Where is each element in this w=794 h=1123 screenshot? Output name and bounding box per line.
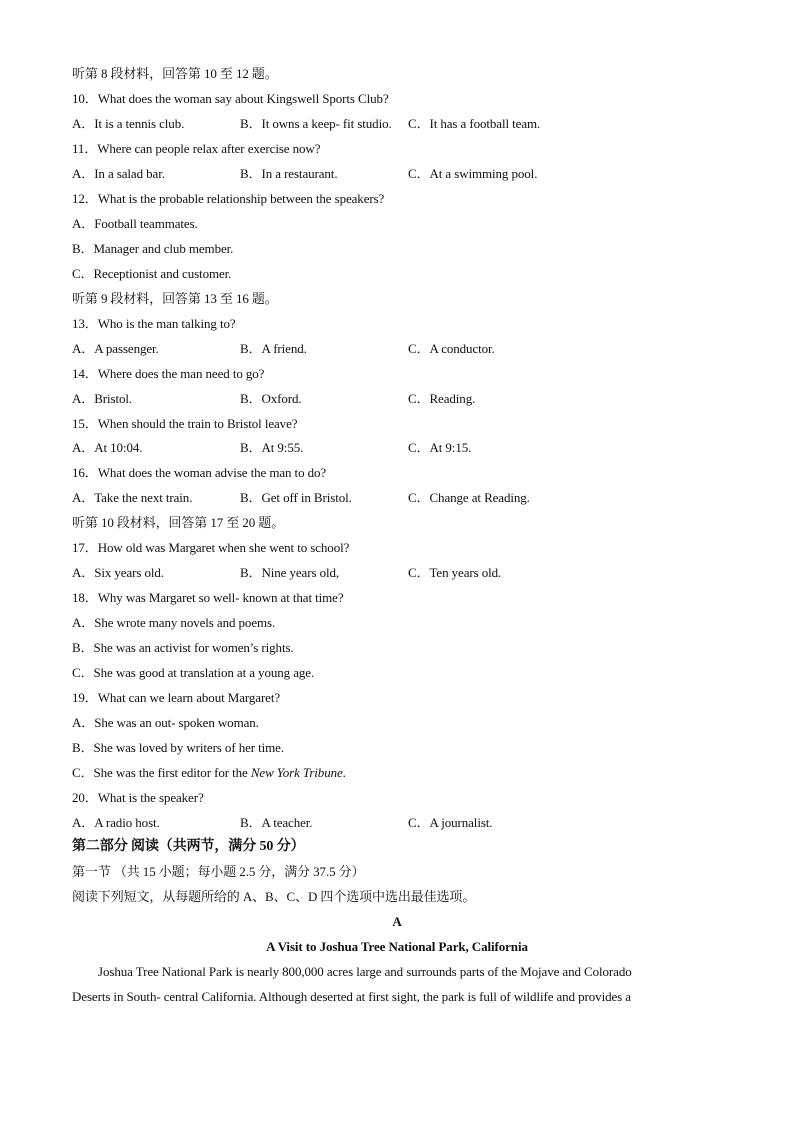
part-2-heading: 第二部分 阅读（共两节，满分 50 分） (72, 839, 305, 854)
q19-option-b: B．She was loved by writers of her time. (72, 740, 285, 755)
q11-option-b: B．In a restaurant. (240, 166, 338, 181)
q19-option-a: A．She was an out- spoken woman. (72, 715, 259, 730)
question-11-stem: 11．Where can people relax after exercise now? (72, 141, 321, 156)
q10-option-c: C．It has a football team. (408, 116, 541, 131)
section-1-line: 第一节 （共 15 小题；每小题 2.5 分，满分 37.5 分） (72, 864, 365, 879)
q11-option-a: A．In a salad bar. (72, 166, 165, 181)
q20-option-c: C．A journalist. (408, 815, 493, 830)
passage-line-2: Deserts in South- central California. Although deserted at first sight, the park is full of wildlife and provides a (72, 989, 631, 1004)
newspaper-title: New York Tribune (250, 765, 343, 780)
q18-option-c: C．She was good at translation at a young age. (72, 665, 315, 680)
question-18-stem: 18．Why was Margaret so well- known at that time? (72, 590, 344, 605)
section-10-intro: 听第 10 段材料，回答第 17 至 20 题。 (72, 515, 285, 530)
question-17-stem: 17．How old was Margaret when she went to school? (72, 540, 350, 555)
q14-option-a: A．Bristol. (72, 391, 133, 406)
q12-option-a: A．Football teammates. (72, 216, 198, 231)
q13-option-c: C．A conductor. (408, 341, 495, 356)
passage-letter: A (392, 914, 402, 929)
q15-option-c: C．At 9:15. (408, 440, 472, 455)
q10-option-b: B．It owns a keep- fit studio. (240, 116, 392, 131)
q16-option-b: B．Get off in Bristol. (240, 490, 352, 505)
q15-option-a: A．At 10:04. (72, 440, 143, 455)
q12-option-c: C．Receptionist and customer. (72, 266, 232, 281)
q17-option-b: B．Nine years old, (240, 565, 340, 580)
section-8-intro: 听第 8 段材料，回答第 10 至 12 题。 (72, 66, 278, 81)
q19-option-c-prefix: C．She was the first editor for the (72, 765, 251, 780)
section-9-intro: 听第 9 段材料，回答第 13 至 16 题。 (72, 291, 278, 306)
q17-option-a: A．Six years old. (72, 565, 164, 580)
q19-option-c (72, 765, 346, 781)
q16-option-c: C．Change at Reading. (408, 490, 530, 505)
question-19-stem: 19．What can we learn about Margaret? (72, 690, 281, 705)
question-20-stem: 20．What is the speaker? (72, 790, 204, 805)
q19-option-c-suffix: . (342, 765, 346, 780)
q14-option-c: C．Reading. (408, 391, 476, 406)
passage-line-1: Joshua Tree National Park is nearly 800,000 acres large and surrounds parts of the Mojave and Colorado (98, 964, 632, 979)
reading-instructions: 阅读下列短文，从每题所给的 A、B、C、D 四个选项中选出最佳选项。 (72, 889, 476, 904)
q13-option-b: B．A friend. (240, 341, 307, 356)
question-10-stem: 10．What does the woman say about Kingswell Sports Club? (72, 91, 389, 106)
question-16-stem: 16．What does the woman advise the man to do? (72, 465, 327, 480)
q11-option-c: C．At a swimming pool. (408, 166, 538, 181)
passage-title: A Visit to Joshua Tree National Park, California (266, 939, 528, 954)
q14-option-b: B．Oxford. (240, 391, 302, 406)
q20-option-b: B．A teacher. (240, 815, 313, 830)
q17-option-c: C．Ten years old. (408, 565, 502, 580)
q20-option-a: A．A radio host. (72, 815, 160, 830)
q18-option-b: B．She was an activist for women’s rights. (72, 640, 294, 655)
q10-option-a: A．It is a tennis club. (72, 116, 185, 131)
question-15-stem: 15．When should the train to Bristol leave? (72, 416, 298, 431)
q18-option-a: A．She wrote many novels and poems. (72, 615, 276, 630)
question-14-stem: 14．Where does the man need to go? (72, 366, 265, 381)
q13-option-a: A．A passenger. (72, 341, 159, 356)
q16-option-a: A．Take the next train. (72, 490, 193, 505)
q15-option-b: B．At 9:55. (240, 440, 304, 455)
question-12-stem: 12．What is the probable relationship between the speakers? (72, 191, 385, 206)
question-13-stem: 13．Who is the man talking to? (72, 316, 236, 331)
q12-option-b: B．Manager and club member. (72, 241, 234, 256)
